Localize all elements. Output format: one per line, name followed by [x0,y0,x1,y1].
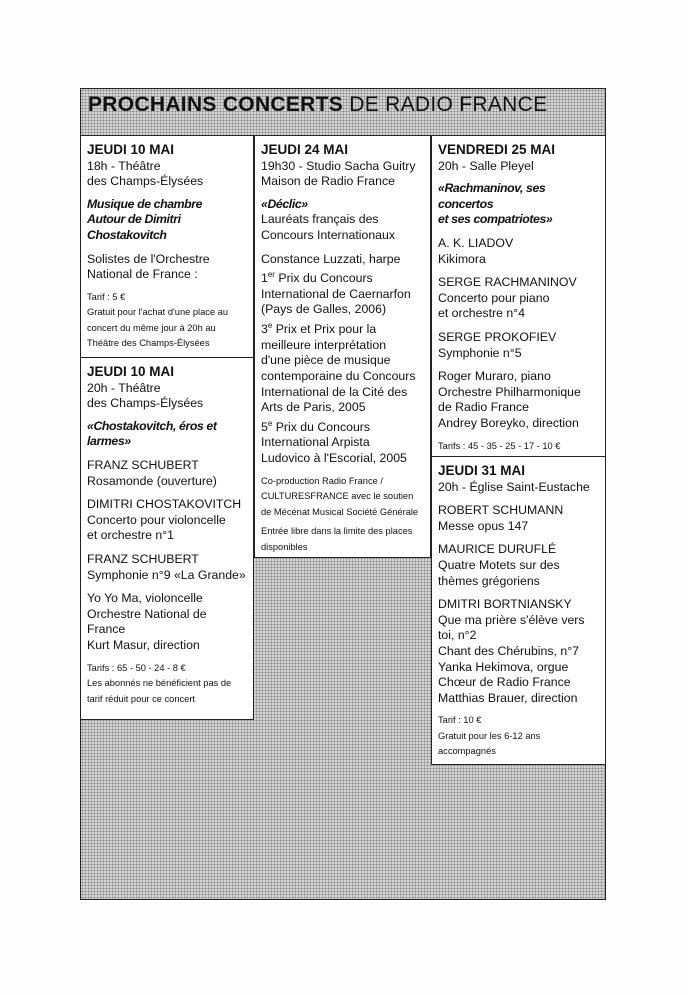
entry-note: disponibles [261,541,308,552]
award-line: Ludovico à l'Escorial, 2005 [261,450,407,465]
concert-day: VENDREDI 25 MAI [438,142,556,157]
work: Concerto pour violoncelle [87,512,226,527]
performer: Andrey Boreyko, direction [438,415,579,430]
concert-day: JEUDI 10 MAI [87,364,175,379]
work: Messe opus 147 [438,518,529,533]
work: Chant des Chérubins, n°7 [438,643,579,658]
award-line: International de Caernarfon [261,286,411,301]
program-description: Lauréats français des [261,212,379,227]
concert-day: JEUDI 24 MAI [261,142,349,157]
composer: FRANZ SCHUBERT [87,457,199,472]
tarif-note: Les abonnés ne bénéficient pas de [87,678,232,688]
award-line: 1er Prix du Concours [261,270,373,286]
performer: Orchestre Philharmonique [438,384,581,399]
composer: SERGE RACHMANINOV [438,275,577,290]
performer: Orchestre National de France [87,606,207,637]
work: Rosamonde (ouverture) [87,473,217,488]
composer: DIMITRI CHOSTAKOVITCH [87,497,242,512]
award-line: d'une pièce de musique [261,353,391,368]
concert-vendredi-25-mai [431,135,606,458]
work: toi, n°2 [438,628,477,643]
title-bold: PROCHAINS CONCERTS [88,93,344,116]
work: thèmes grégoriens [438,573,540,588]
work: et orchestre n°1 [87,528,174,543]
tarif: Tarifs : 65 - 50 - 24 - 8 € [87,662,186,673]
tarif-note: Gratuit pour l'achat d'une place au [87,307,229,318]
concert-time-place: 20h - Théâtre [87,380,161,395]
program-title: «Déclic» [261,196,308,211]
performer: Solistes de l'Orchestre [87,251,210,266]
entry-note: Entrée libre dans la limite des places [261,526,413,537]
program-title: «Chostakovitch, éros et [87,418,217,433]
tarif: Tarif : 10 € [438,715,482,726]
award-line: contemporaine du Concours [261,368,416,383]
title-light: DE RADIO FRANCE [349,93,548,116]
concert-time-place: 20h - Église Saint-Eustache [438,479,590,494]
performer: National de France : [87,267,198,282]
composer: A. K. LIADOV [438,235,514,250]
concert-place: Maison de Radio France [261,174,395,189]
performer: Yanka Hekimova, orgue [438,659,569,674]
performer: Constance Luzzati, harpe [261,251,401,266]
composer: FRANZ SCHUBERT [87,551,199,566]
work: Symphonie n°9 «La Grande» [87,567,246,582]
tarif: Tarif : 5 € [87,291,126,302]
award-line: meilleure interprétation [261,337,387,352]
tarif-note: Théâtre des Champs-Élysées [87,338,210,349]
performer: Matthias Brauer, direction [438,690,578,705]
work: et orchestre n°4 [438,306,525,321]
program-title: Musique de chambre [87,196,203,211]
concert-jeudi-24-mai [254,135,431,558]
tarif: Tarifs : 45 - 35 - 25 - 17 - 10 € [438,440,561,451]
program-title: et ses compatriotes» [438,212,553,227]
program-description: Concours Internationaux [261,227,395,242]
work: Symphonie n°5 [438,345,522,360]
concert-place: des Champs-Élysées [87,174,204,189]
production-note: Co-production Radio France / [261,475,383,486]
production-note: CULTURESFRANCE avec le soutien [261,491,414,502]
work: Concerto pour piano [438,290,550,305]
performer: de Radio France [438,400,529,415]
concert-jeudi-10-mai-18h [80,135,254,359]
performer: Chœur de Radio France [438,675,571,690]
award-line: 5e Prix du Concours [261,418,371,434]
composer: ROBERT SCHUMANN [438,503,564,518]
work: Que ma prière s'élève vers [438,612,585,627]
composer: DMITRI BORTNIANSKY [438,597,572,612]
composer: SERGE PROKOFIEV [438,329,557,344]
award-line: International de la Cité des [261,384,408,399]
composer: MAURICE DURUFLÉ [438,542,557,557]
tarif-note: tarif réduit pour ce concert [87,693,195,704]
award-line: 3e Prix et Prix pour la [261,321,377,337]
concert-time-place: 20h - Salle Pleyel [438,158,534,173]
production-note: de Mécénat Musical Société Générale [261,506,419,517]
performer: Yo Yo Ma, violoncelle [87,591,203,606]
program-subtitle: Autour de Dimitri Chostakovitch [87,212,181,242]
concert-jeudi-31-mai [431,456,606,765]
performer: Roger Muraro, piano [438,369,551,384]
award-line: (Pays de Galles, 2006) [261,302,387,317]
award-line: International Arpista [261,435,370,450]
award-line: Arts de Paris, 2005 [261,400,366,415]
concert-day: JEUDI 31 MAI [438,463,526,478]
performer: Kurt Masur, direction [87,637,200,652]
program-title: larmes» [87,434,131,449]
concert-time-place: 18h - Théâtre [87,158,161,173]
concert-place: des Champs-Élysées [87,396,204,411]
concert-time-place: 19h30 - Studio Sacha Guitry [261,158,416,173]
concert-jeudi-10-mai-20h [80,357,254,720]
concert-day: JEUDI 10 MAI [87,142,175,157]
tarif-note: concert du même jour à 20h au [87,322,216,333]
page-title [88,93,547,117]
work: Kikimora [438,251,486,266]
program-title: «Rachmaninov, ses concertos [438,181,546,211]
work: Quatre Motets sur des [438,557,560,572]
tarif-note: Gratuit pour les 6-12 ans accompagnés [438,730,541,757]
